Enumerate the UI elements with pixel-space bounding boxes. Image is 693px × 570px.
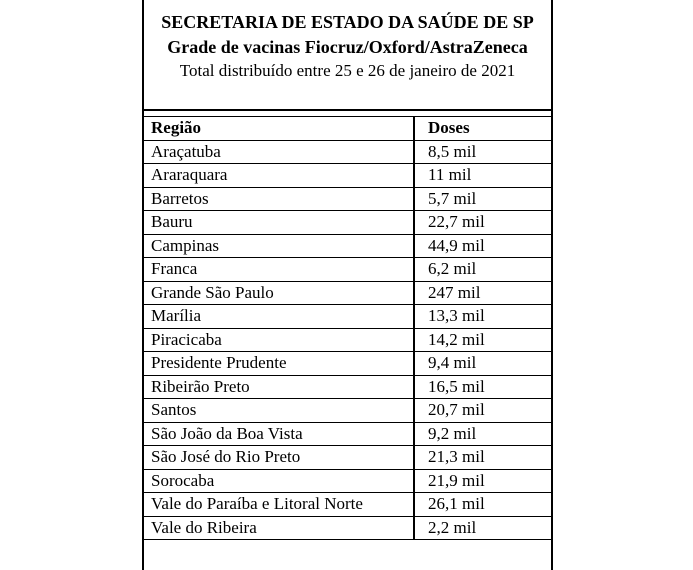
- region-cell: Bauru: [144, 211, 414, 235]
- region-cell: Araçatuba: [144, 140, 414, 164]
- doses-cell: 11 mil: [414, 164, 551, 188]
- vaccine-distribution-sheet: [142, 0, 553, 570]
- table-row: [144, 140, 551, 164]
- region-cell: Barretos: [144, 187, 414, 211]
- table-row: [144, 422, 551, 446]
- table-row: [144, 375, 551, 399]
- header-period: Total distribuído entre 25 e 26 de janeiro de 2021: [179, 61, 516, 80]
- doses-cell: 6,2 mil: [414, 258, 551, 282]
- table-row: [144, 328, 551, 352]
- doses-cell: 22,7 mil: [414, 211, 551, 235]
- table-body: [144, 140, 551, 540]
- table-row: [144, 164, 551, 188]
- table-row: [144, 493, 551, 517]
- doses-cell: 16,5 mil: [414, 375, 551, 399]
- doses-table: [144, 116, 551, 540]
- sheet-header: [144, 0, 551, 111]
- region-cell: São João da Boa Vista: [144, 422, 414, 446]
- column-header-doses: Doses: [414, 117, 551, 141]
- table-row: [144, 187, 551, 211]
- region-cell: Vale do Ribeira: [144, 516, 414, 540]
- table-row: [144, 352, 551, 376]
- table-row: [144, 399, 551, 423]
- region-cell: Piracicaba: [144, 328, 414, 352]
- doses-cell: 8,5 mil: [414, 140, 551, 164]
- doses-cell: 9,2 mil: [414, 422, 551, 446]
- doses-cell: 21,3 mil: [414, 446, 551, 470]
- region-cell: Vale do Paraíba e Litoral Norte: [144, 493, 414, 517]
- region-cell: Santos: [144, 399, 414, 423]
- table-row: [144, 234, 551, 258]
- column-header-regiao: Região: [144, 117, 414, 141]
- header-subtitle: Grade de vacinas Fiocruz/Oxford/AstraZeneca: [167, 37, 528, 57]
- doses-cell: 44,9 mil: [414, 234, 551, 258]
- table-row: [144, 258, 551, 282]
- doses-cell: 247 mil: [414, 281, 551, 305]
- table-row: [144, 281, 551, 305]
- region-cell: Marília: [144, 305, 414, 329]
- region-cell: Presidente Prudente: [144, 352, 414, 376]
- table-row: [144, 516, 551, 540]
- doses-cell: 14,2 mil: [414, 328, 551, 352]
- doses-cell: 13,3 mil: [414, 305, 551, 329]
- region-cell: Campinas: [144, 234, 414, 258]
- doses-cell: 9,4 mil: [414, 352, 551, 376]
- doses-cell: 21,9 mil: [414, 469, 551, 493]
- table-row: [144, 305, 551, 329]
- header-title: SECRETARIA DE ESTADO DA SAÚDE DE SP: [161, 12, 534, 32]
- doses-cell: 20,7 mil: [414, 399, 551, 423]
- region-cell: Franca: [144, 258, 414, 282]
- doses-cell: 2,2 mil: [414, 516, 551, 540]
- doses-cell: 5,7 mil: [414, 187, 551, 211]
- region-cell: Ribeirão Preto: [144, 375, 414, 399]
- table-row: [144, 211, 551, 235]
- region-cell: Grande São Paulo: [144, 281, 414, 305]
- region-cell: São José do Rio Preto: [144, 446, 414, 470]
- table-row: [144, 469, 551, 493]
- table-header-row: [144, 117, 551, 141]
- table-row: [144, 446, 551, 470]
- region-cell: Sorocaba: [144, 469, 414, 493]
- region-cell: Araraquara: [144, 164, 414, 188]
- doses-cell: 26,1 mil: [414, 493, 551, 517]
